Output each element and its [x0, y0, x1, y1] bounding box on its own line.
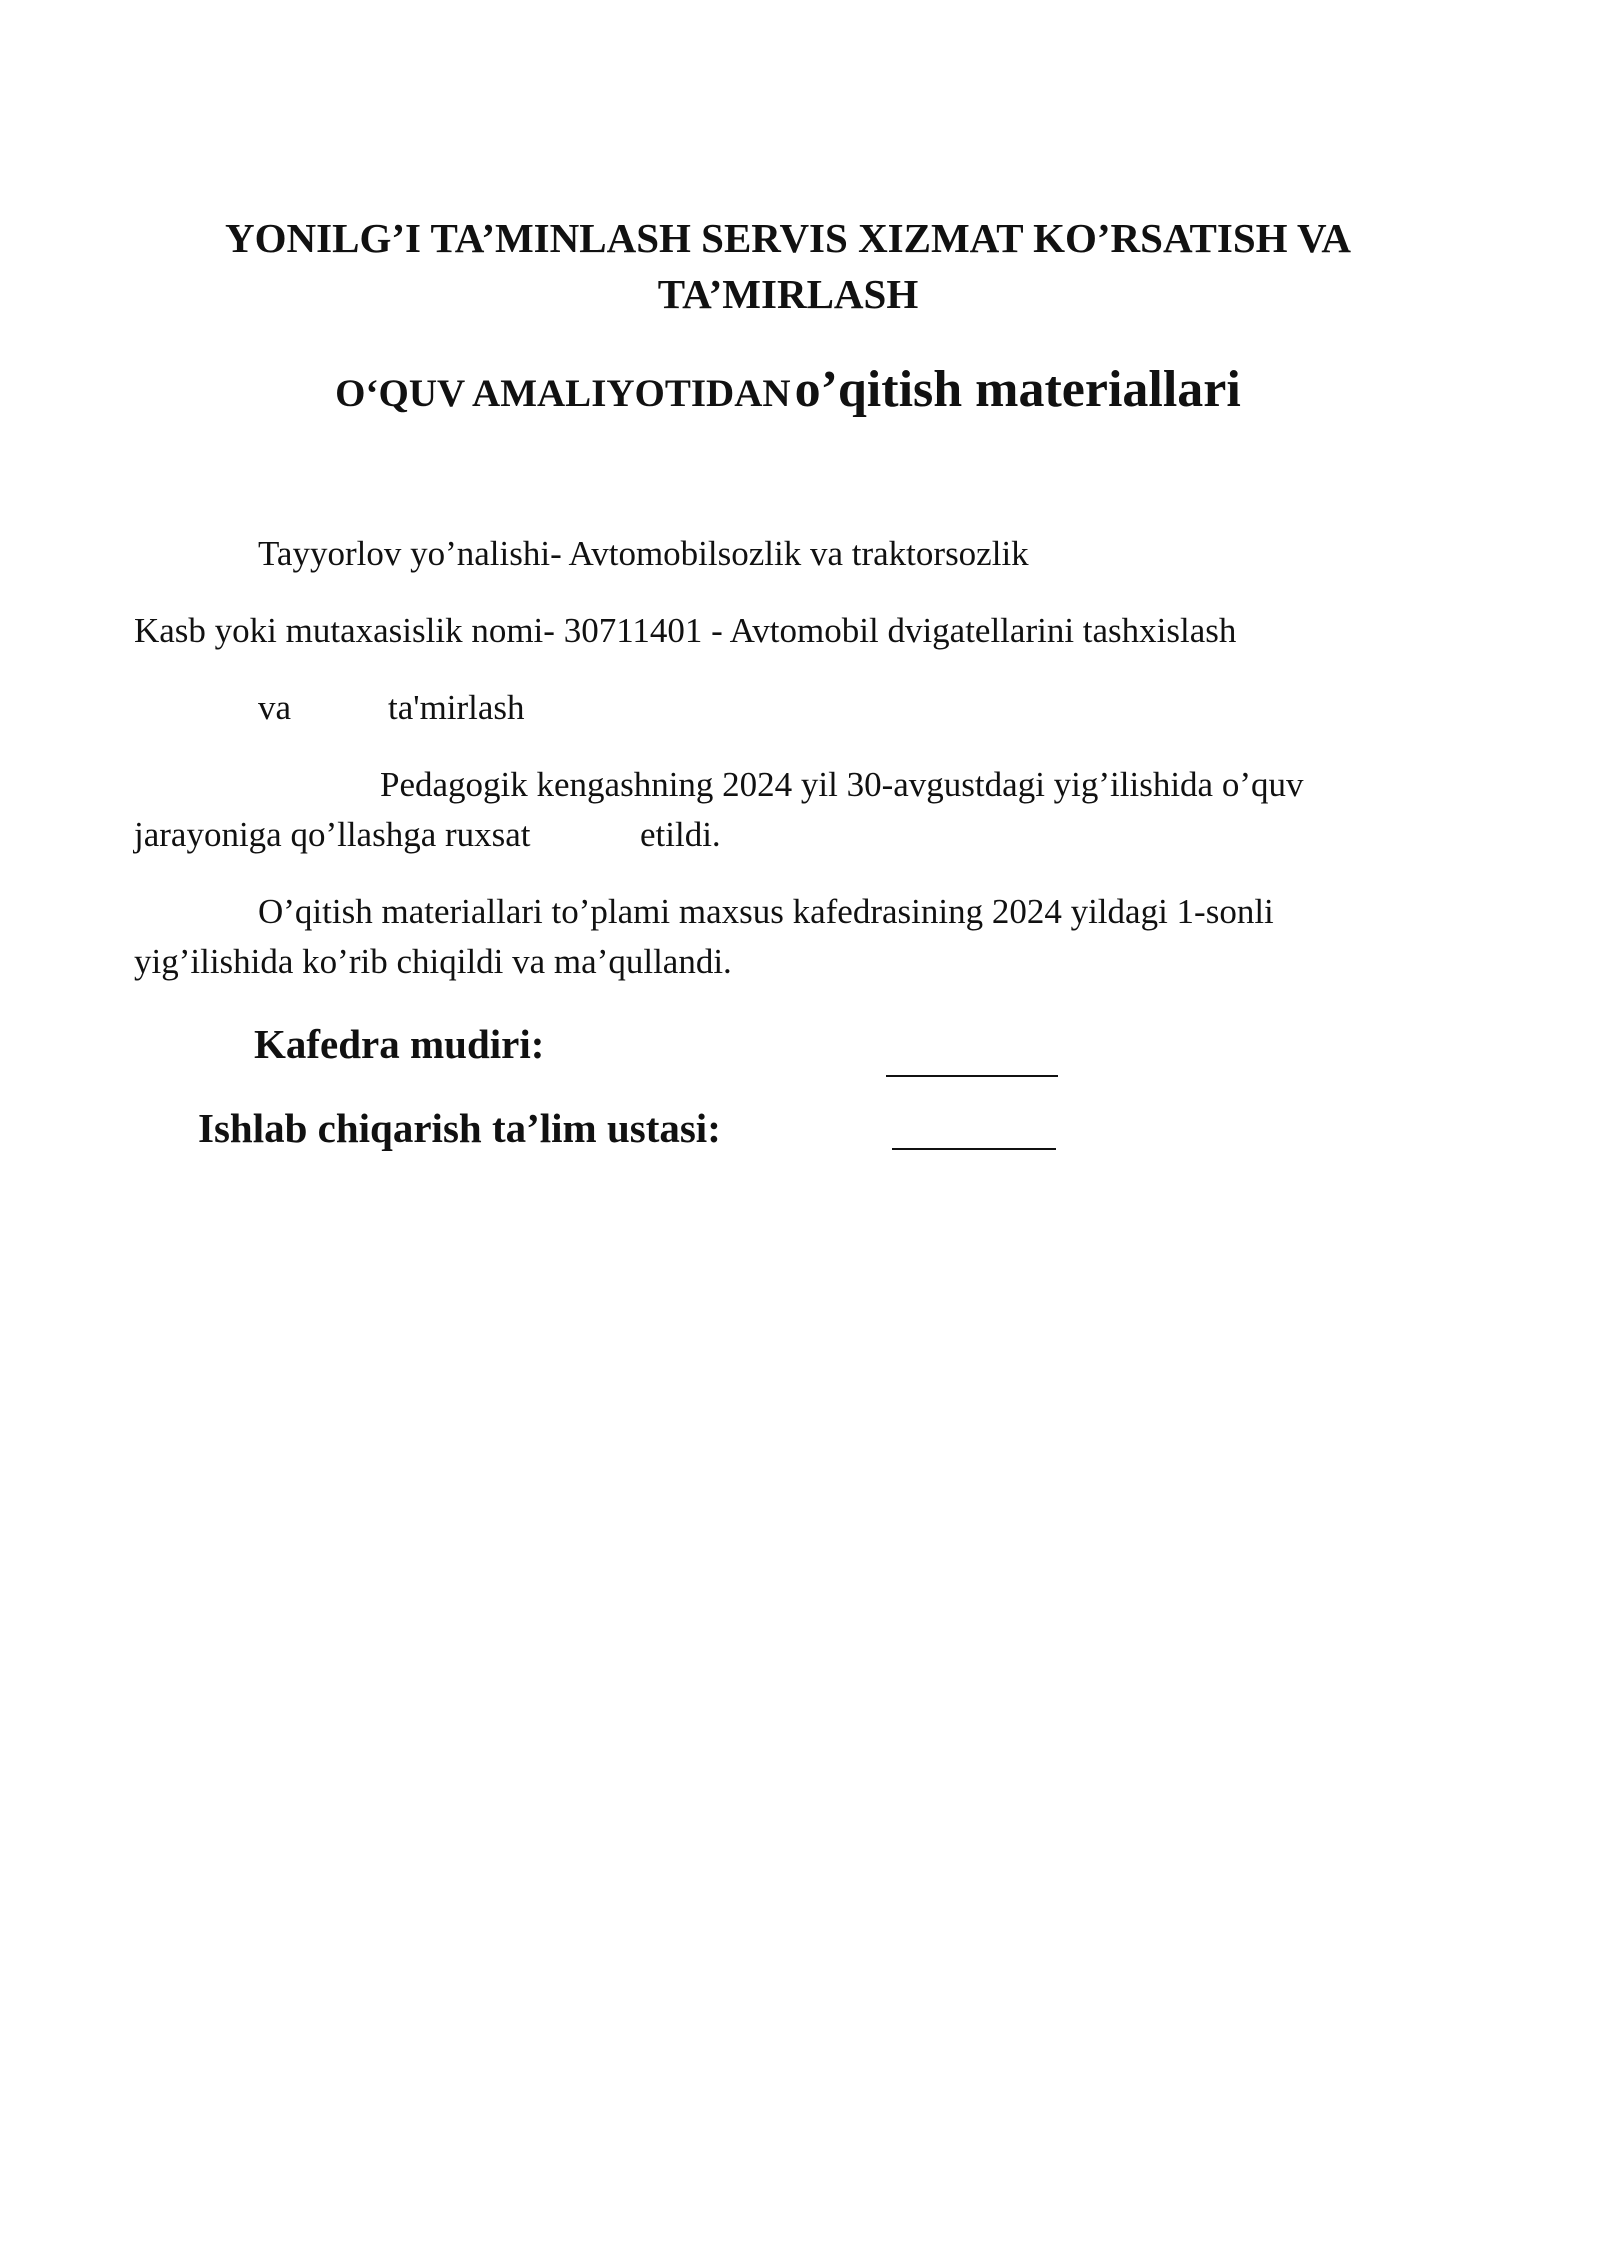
review-line-1: O’qitish materiallari to’plami maxsus kafedrasining 2024 yildagi 1-sonli [258, 892, 1274, 931]
direction-line: Tayyorlov yo’nalishi- Avtomobilsozlik va traktorsozlik [258, 534, 1029, 573]
review-line-2: yig’ilishida ko’rib chiqildi va ma’qullandi. [134, 942, 732, 981]
subtitle-part-1: O‘QUV AMALIYOTIDAN [335, 372, 791, 415]
approval-line-2-a: jarayoniga qo’llashga ruxsat [134, 815, 531, 854]
signature-master-line [892, 1148, 1056, 1150]
profession-line-2-tamirlash: ta'mirlash [388, 688, 525, 727]
title-line-1: YONILG’I TA’MINLASH SERVIS XIZMAT KO’RSATISH VA [225, 215, 1351, 261]
subtitle-part-2: o’qitish materiallari [794, 361, 1241, 418]
subtitle [0, 361, 1576, 418]
signature-head-line [886, 1075, 1058, 1077]
approval-line-2-b: etildi. [640, 815, 721, 854]
signature-head-label: Kafedra mudiri: [254, 1021, 545, 1067]
approval-line-1: Pedagogik kengashning 2024 yil 30-avgustdagi yig’ilishida o’quv [380, 765, 1304, 804]
signature-master-label: Ishlab chiqarish ta’lim ustasi: [198, 1105, 721, 1151]
title-line-2: TA’MIRLASH [657, 271, 919, 317]
profession-line-1: Kasb yoki mutaxasislik nomi- 30711401 - Avtomobil dvigatellarini tashxislash [134, 611, 1237, 650]
profession-line-2-va: va [258, 688, 292, 727]
